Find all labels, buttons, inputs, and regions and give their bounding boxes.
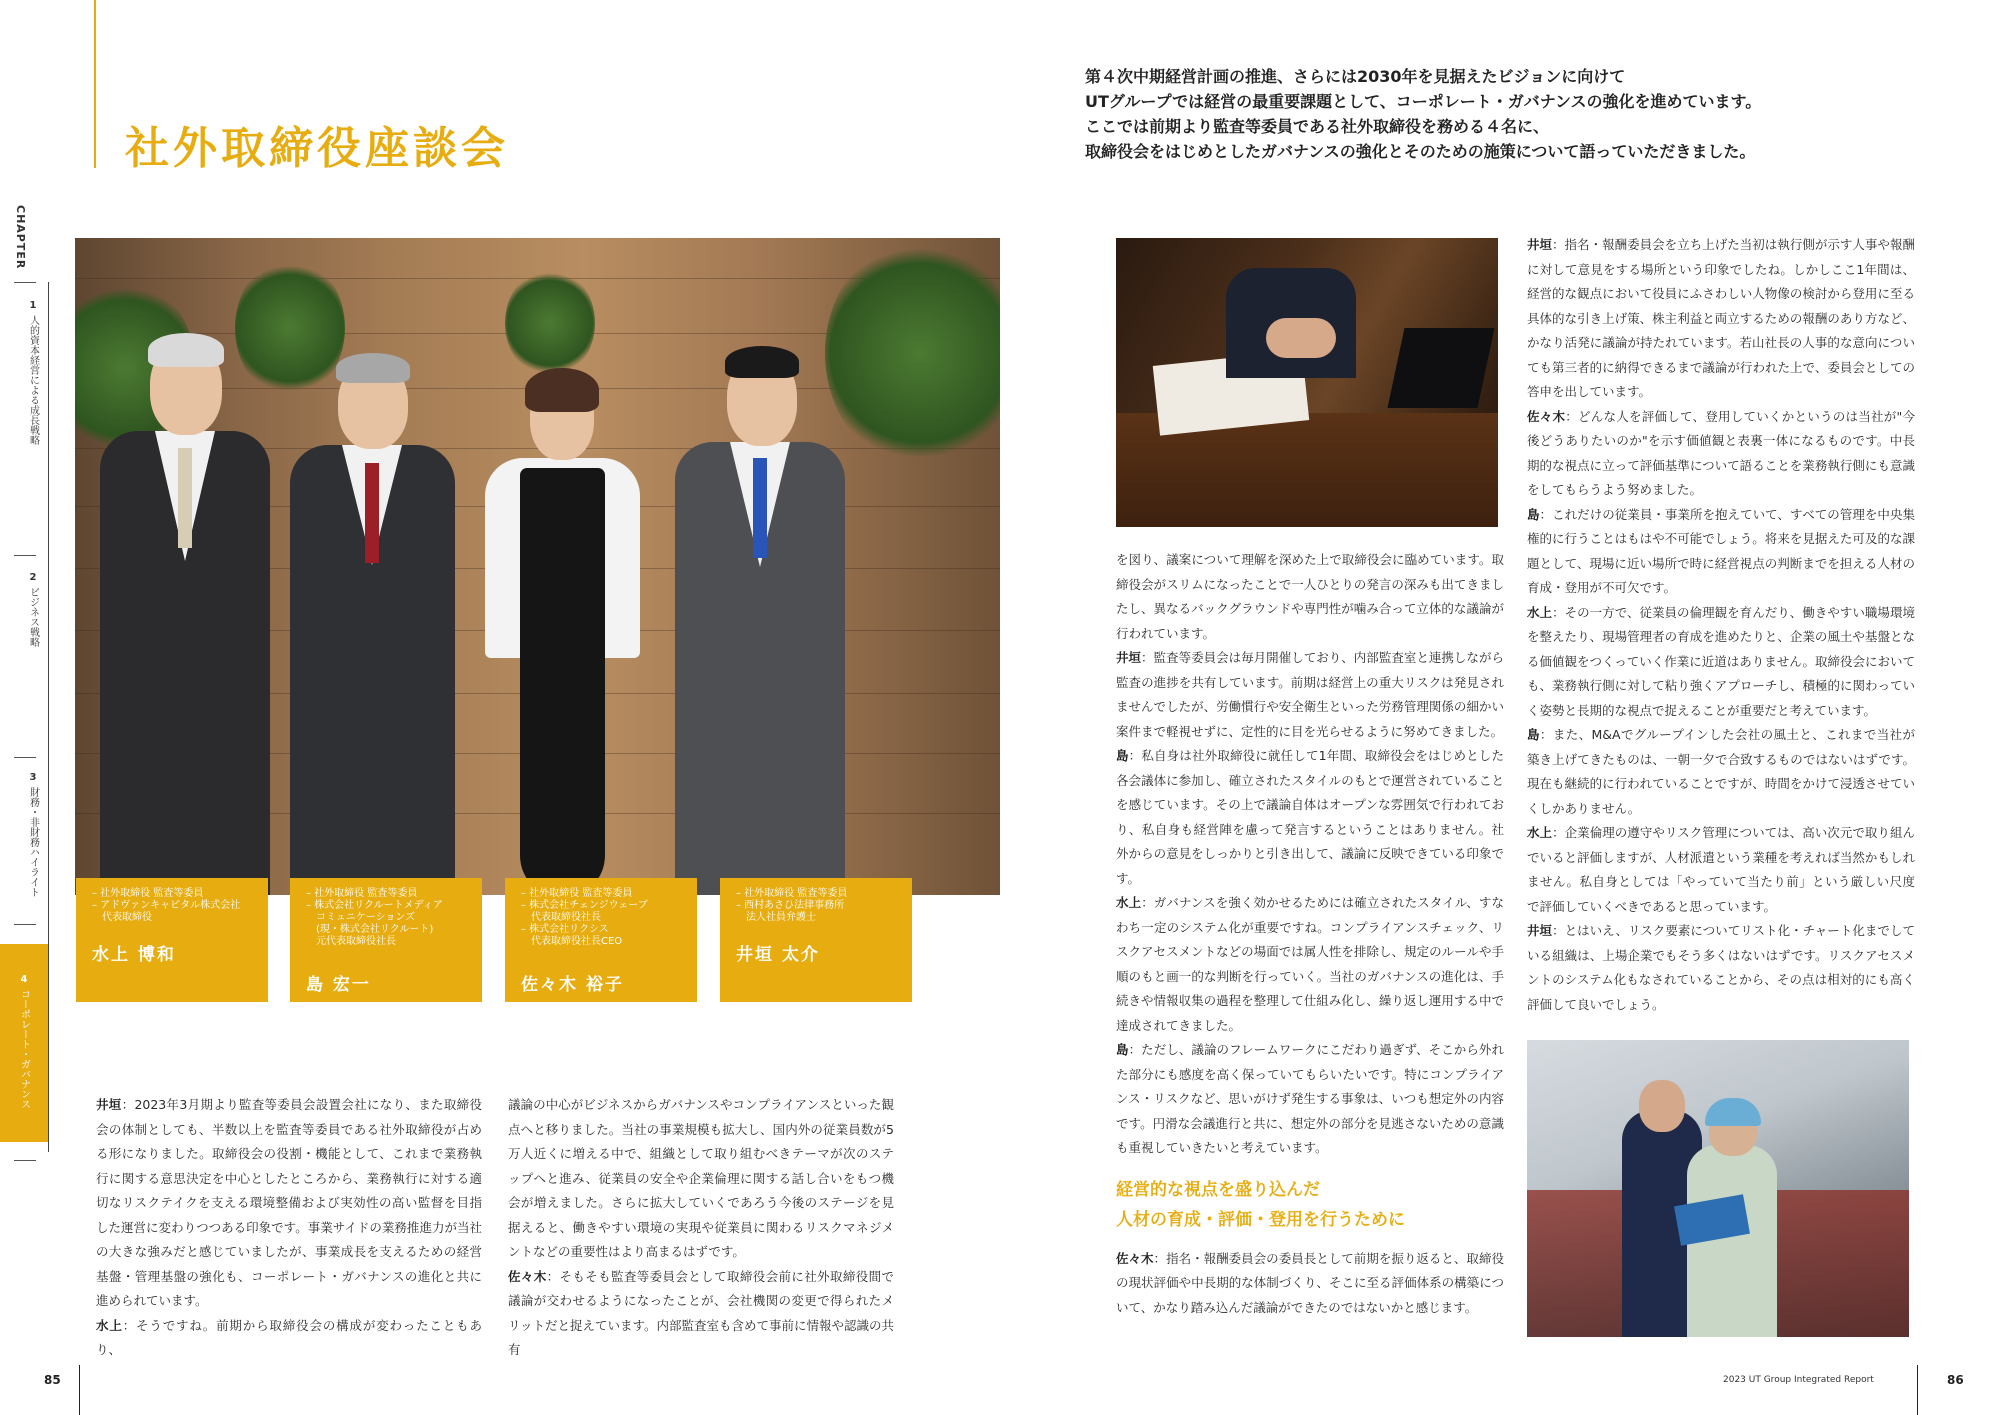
nav-rail [48, 282, 49, 1152]
statement: 水上：そうですね。前期から取締役会の構成が変わったこともあり、 [96, 1317, 482, 1357]
statement-text: 議論の中心がビジネスからガバナンスやコンプライアンスといった観点へと移りました。当社の事業規模も拡大し、国内外の従業員数が5万人近くに増える中で、組織として取り組むべきテーマが次のステップへと進み、従業員の安全や企業倫理に関する話し合いをもつ機会が増えました。さらに拡大していくであろう今後のステージを見据えると、働きやすい環境の実現や従業員に関わるリスクマネジメントなどの重要性はより高まるはずです。 [508, 1097, 894, 1259]
person-mizukami [100, 333, 270, 895]
statement-text: 指名・報酬委員会を立ち上げた当初は執行側が示す人事や報酬に対して意見をする場所という印象でしたね。しかしここ1年間は、経営的な観点において役員にふさわしい人物像の検討から登用に至る具体的な引き上げ策、株主利益と両立するための報酬のあり方など、かなり活発に議論が持たれています。若山社長の人事的な意向についても第三者的に納得できるまで議論が行われた上で、委員会としての答申を出しています。 [1527, 237, 1915, 399]
nav-divider [14, 757, 36, 758]
person-igaki [675, 346, 845, 895]
person-sasaki [485, 368, 640, 895]
page-number-right: 86 [1947, 1373, 1964, 1387]
chapter-nav-item-4: 4 コーポレート・ガバナンス [18, 974, 30, 1109]
statement-text: 企業倫理の遵守やリスク管理については、高い次元で取り組んでいると評価しますが、人材派遣という業種を考えれば当然かもしれません。私自身としては「やっていて当たり前」という厳しい尺度で評価していくべきであると思っています。 [1527, 825, 1915, 914]
nav-divider [14, 1160, 36, 1161]
text-column-2 [508, 1093, 894, 1363]
statement: 井垣：とはいえ、リスク要素についてリスト化・チャート化までしている組織は、上場企業でもそう多くはないはずです。リスクアセスメントのシステム化もなされていることから、その点は相対的にも高く評価して良いでしょう。 [1527, 923, 1915, 1012]
report-name: 2023 UT Group Integrated Report [1723, 1375, 1874, 1385]
speaker-name: 井垣 [1527, 237, 1553, 252]
statement: 水上：その一方で、従業員の倫理観を育んだり、働きやすい職場環境を整えたり、現場管理者の育成を進めたりと、企業の風土や基盤となる価値観をつくっていく作業に近道はありません。取締役会においても、業務執行側に対して粘り強くアプローチし、積極的に関わっていく姿勢と長期的な視点で捉えることが重要だと考えています。 [1527, 604, 1916, 718]
statement: 佐々木：指名・報酬委員会の委員長として前期を振り返ると、取締役の現状評価や中長期的な体制づくり、そこに至る評価体系の構築について、かなり踏み込んだ議論ができたのではないかと感じます。 [1116, 1250, 1504, 1315]
speaker-name: 佐々木 [1116, 1250, 1154, 1266]
speaker-name: 水上 [96, 1317, 123, 1333]
statement: 佐々木：そもそも監査等委員会として取締役会前に社外取締役間で議論が交わせるようになったことが、会社機関の変更で得られたメリットだと捉えています。内部監査室も含めて事前に情報や認識の共有 [508, 1268, 895, 1357]
text-column-1 [96, 1093, 482, 1363]
statement [1116, 548, 1504, 646]
statement-text: そうですね。前期から取締役会の構成が変わったこともあり、 [96, 1317, 482, 1357]
statement: 井垣：指名・報酬委員会を立ち上げた当初は執行側が示す人事や報酬に対して意見をする場所という印象でしたね。しかしここ1年間は、経営的な観点において役員にふさわしい人物像の検討から登用に至る具体的な引き上げ策、株主利益と両立するための報酬のあり方など、かなり活発に議論が持たれています。若山社長の人事的な意向についても第三者的に納得できるまで議論が行われた上で、委員会としての答申を出しています。 [1527, 237, 1915, 399]
participant-role: – 社外取締役 監査等委員 – 西村あさひ法律事務所 法人社員弁護士 [736, 888, 848, 923]
text-column-4 [1527, 233, 1915, 1017]
speaker-name: 島 [1527, 727, 1540, 742]
statement-text: 監査等委員会は毎月開催しており、内部監査室と連携しながら監査の進捗を共有しています。前期は経営上の重大リスクは発見されませんでしたが、労働慣行や安全衛生といった労務管理関係の細かい案件まで軽視せずに、定性的に目を光らせるように努めてきました。 [1116, 650, 1504, 739]
participant-role: – 社外取締役 監査等委員 – アドヴァンキャピタル株式会社 代表取締役 [92, 888, 241, 923]
section-heading: 経営的な視点を盛り込んだ 人材の育成・評価・登用を行うために [1116, 1179, 1405, 1230]
folio-rule [1917, 1365, 1918, 1415]
speaker-name: 水上 [1527, 825, 1553, 840]
group-photo [75, 238, 1000, 895]
chapter-label: CHAPTER [14, 205, 27, 270]
participant-name: 佐々木 裕子 [521, 975, 624, 995]
statement: 井垣：監査等委員会は毎月開催しており、内部監査室と連携しながら監査の進捗を共有しています。前期は経営上の重大リスクは発見されませんでしたが、労働慣行や安全衛生といった労務管理関係の細かい案件まで軽視せずに、定性的に目を光らせるように努めてきました。 [1116, 650, 1504, 739]
person-shima [290, 353, 455, 895]
speaker-name: 水上 [1116, 895, 1142, 910]
statement: 島：私自身は社外取締役に就任して1年間、取締役会をはじめとした各会議体に参加し、確立されたスタイルのもとで運営されていることを感じています。その上で議論自体はオープンな雰囲気で行われており、私自身も経営陣を慮って発言するということはありません。社外からの意見をしっかりと引き出して、議論に反映できている印象です。 [1116, 748, 1504, 886]
speaker-name: 島 [1116, 1042, 1129, 1057]
speaker-name: 井垣 [1527, 923, 1553, 938]
statement-text: また、M&Aでグループインした会社の風土と、これまで当社が築き上げてきたものは、一朝一夕で合致するものではないはずです。現在も継続的に行われていることですが、時間をかけて浸透させていくしかありません。 [1527, 727, 1915, 816]
participant-role: – 社外取締役 監査等委員 – 株式会社チェンジウェーブ 代表取締役社長 – 株式会社リクシス 代表取締役社長CEO [521, 888, 648, 947]
speaker-name: 島 [1527, 506, 1540, 522]
intro-line: 第４次中期経営計画の推進、さらには2030年を見据えたビジョンに向けて [1085, 67, 1626, 86]
intro-line: UTグループでは経営の最重要課題として、コーポレート・ガバナンスの強化を進めています。 [1085, 92, 1762, 111]
nav-divider [14, 282, 36, 283]
statement-text: とはいえ、リスク要素についてリスト化・チャート化までしている組織は、上場企業でもそう多くはないはずです。リスクアセスメントのシステム化もなされていることから、その点は相対的にも高く評価して良いでしょう。 [1527, 923, 1915, 1012]
statement: 井垣：2023年3月期より監査等委員会設置会社になり、また取締役会の体制としても、半数以上を監査等委員である社外取締役が占める形になりました。取締役会の役割・機能として、これまで業務執行に関する意思決定を中心としたところから、業務執行に対する適切なリスクテイクを支える環境整備および実効性の高い監督を目指した運営に変わりつつある印象です。事業サイドの業務推進力が当社の大きな強みだと感じていましたが、事業成長を支えるための経営基盤・管理基盤の強化も、コーポレート・ガバナンスの進化と共に進められています。 [96, 1097, 482, 1308]
statement-text: これだけの従業員・事業所を抱えていて、すべての管理を中央集権的に行うことはもはや不可能でしょう。将来を見据えた可及的な課題として、現場に近い場所で時に経営視点の判断までを担える人材の育成・登用が不可欠です。 [1527, 506, 1915, 595]
page-title: 社外取締役座談会 [125, 123, 509, 174]
statement-text: 私自身は社外取締役に就任して1年間、取締役会をはじめとした各会議体に参加し、確立されたスタイルのもとで運営されていることを感じています。その上で議論自体はオープンな雰囲気で行われており、私自身も経営陣を慮って発言するということはありません。社外からの意見をしっかりと引き出して、議論に反映できている印象です。 [1116, 748, 1504, 886]
statement: 佐々木：どんな人を評価して、登用していくかというのは当社が"今後どうありたいのか"を示す価値観と表裏一体になるものです。中長期的な視点に立って評価基準について語ることを業務執行側にも意識をしてもらうよう努めました。 [1527, 408, 1915, 497]
statement: 水上：ガバナンスを強く効かせるためには確立されたスタイル、すなわち一定のシステム化が重要ですね。コンプライアンスチェック、リスクアセスメントなどの場面では属人性を排除し、規定のルールや手順のもと画一的な判断を行っていく。当社のガバナンスの進化は、手続きや情報収集の過程を整理して仕組み化し、繰り返し運用する中で達成されてきました。 [1116, 895, 1504, 1033]
statement-text: を図り、議案について理解を深めた上で取締役会に臨めています。取締役会がスリムになったことで一人ひとりの発言の深みも出てきましたし、異なるバックグラウンドや専門性が噛み合って立体的な議論が行われています。 [1116, 552, 1504, 641]
statement: 島：ただし、議論のフレームワークにこだわり過ぎず、そこから外れた部分にも感度を高く保っていてもらいたいです。特にコンプライアンス・リスクなど、思いがけず発生する事象は、いつも想定外の内容です。円滑な会議進行と共に、想定外の部分を見逃さないための意識も重視していきたいと考えています。 [1116, 1042, 1504, 1155]
participant-card-igaki [720, 878, 912, 1002]
statement [508, 1093, 894, 1265]
speaker-name: 島 [1116, 748, 1129, 763]
folio-rule [79, 1365, 80, 1415]
meeting-photo [1116, 238, 1498, 527]
participant-name: 島 宏一 [306, 975, 371, 995]
statement: 島：また、M&Aでグループインした会社の風土と、これまで当社が築き上げてきたものは、一朝一夕で合致するものではないはずです。現在も継続的に行われていることですが、時間をかけて浸透させていくしかありません。 [1527, 727, 1915, 816]
statement-text: そもそも監査等委員会として取締役会前に社外取締役間で議論が交わせるようになったことが、会社機関の変更で得られたメリットだと捉えています。内部監査室も含めて事前に情報や認識の共有 [508, 1268, 895, 1357]
intro-lead [1085, 64, 1762, 164]
participant-role: – 社外取締役 監査等委員 – 株式会社リクルートメディア コミュニケーションズ (現・株式会社リクルート) 元代表取締役社長 [306, 888, 443, 947]
nav-divider [14, 555, 36, 556]
page-number-left: 85 [44, 1373, 61, 1387]
statement-text: その一方で、従業員の倫理観を育んだり、働きやすい職場環境を整えたり、現場管理者の育成を進めたりと、企業の風土や基盤となる価値観をつくっていく作業に近道はありません。取締役会においても、業務執行側に対して粘り強くアプローチし、積極的に関わっていく姿勢と長期的な視点で捉えることが重要だと考えています。 [1527, 604, 1916, 718]
statement-text: 2023年3月期より監査等委員会設置会社になり、また取締役会の体制としても、半数以上を監査等委員である社外取締役が占める形になりました。取締役会の役割・機能として、これまで業務執行に関する意思決定を中心としたところから、業務執行に対する適切なリスクテイクを支える環境整備および実効性の高い監督を目指した運営に変わりつつある印象です。事業サイドの業務推進力が当社の大きな強みだと感じていましたが、事業成長を支えるための経営基盤・管理基盤の強化も、コーポレート・ガバナンスの進化と共に進められています。 [96, 1097, 482, 1308]
statement-text: 指名・報酬委員会の委員長として前期を振り返ると、取締役の現状評価や中長期的な体制づくり、そこに至る評価体系の構築について、かなり踏み込んだ議論ができたのではないかと感じます。 [1116, 1250, 1504, 1315]
statement: 島：これだけの従業員・事業所を抱えていて、すべての管理を中央集権的に行うことはもはや不可能でしょう。将来を見据えた可及的な課題として、現場に近い場所で時に経営視点の判断までを担える人材の育成・登用が不可欠です。 [1527, 506, 1915, 595]
nav-divider [14, 924, 36, 925]
participant-card-sasaki [505, 878, 697, 1002]
chapter-nav-item-2[interactable]: 2 ビジネス戦略 [27, 572, 39, 647]
title-rule [94, 0, 96, 168]
chapter-nav-item-3[interactable]: 3 財務・非財務ハイライト [27, 772, 39, 897]
participant-name: 水上 博和 [92, 945, 176, 965]
chapter-nav-item-1[interactable]: 1 人的資本経営による成長戦略 [27, 300, 39, 445]
statement-text: ただし、議論のフレームワークにこだわり過ぎず、そこから外れた部分にも感度を高く保っていてもらいたいです。特にコンプライアンス・リスクなど、思いがけず発生する事象は、いつも想定外の内容です。円滑な会議進行と共に、想定外の部分を見逃さないための意識も重視していきたいと考えています。 [1116, 1042, 1504, 1155]
participant-card-shima [290, 878, 482, 1002]
chapter-nav-item-4-active[interactable] [0, 944, 48, 1142]
speaker-name: 佐々木 [1527, 408, 1566, 424]
participant-card-mizukami [76, 878, 268, 1002]
speaker-name: 佐々木 [508, 1268, 547, 1284]
intro-line: ここでは前期より監査等委員である社外取締役を務める４名に、 [1085, 117, 1550, 136]
factory-photo [1527, 1040, 1909, 1337]
participant-name: 井垣 太介 [736, 945, 820, 965]
statement: 水上：企業倫理の遵守やリスク管理については、高い次元で取り組んでいると評価しますが、人材派遣という業種を考えれば当然かもしれません。私自身としては「やっていて当たり前」という厳しい尺度で評価していくべきであると思っています。 [1527, 825, 1915, 914]
statement-text: ガバナンスを強く効かせるためには確立されたスタイル、すなわち一定のシステム化が重要ですね。コンプライアンスチェック、リスクアセスメントなどの場面では属人性を排除し、規定のルールや手順のもと画一的な判断を行っていく。当社のガバナンスの進化は、手続きや情報収集の過程を整理して仕組み化し、繰り返し運用する中で達成されてきました。 [1116, 895, 1504, 1033]
statement-text: どんな人を評価して、登用していくかというのは当社が"今後どうありたいのか"を示す価値観と表裏一体になるものです。中長期的な視点に立って評価基準について語ることを業務執行側にも意識をしてもらうよう努めました。 [1527, 408, 1915, 497]
speaker-name: 水上 [1527, 604, 1553, 620]
speaker-name: 井垣 [96, 1097, 122, 1112]
text-column-3 [1116, 548, 1504, 1320]
speaker-name: 井垣 [1116, 650, 1142, 665]
intro-line: 取締役会をはじめとしたガバナンスの強化とそのための施策について語っていただきました。 [1085, 142, 1756, 161]
